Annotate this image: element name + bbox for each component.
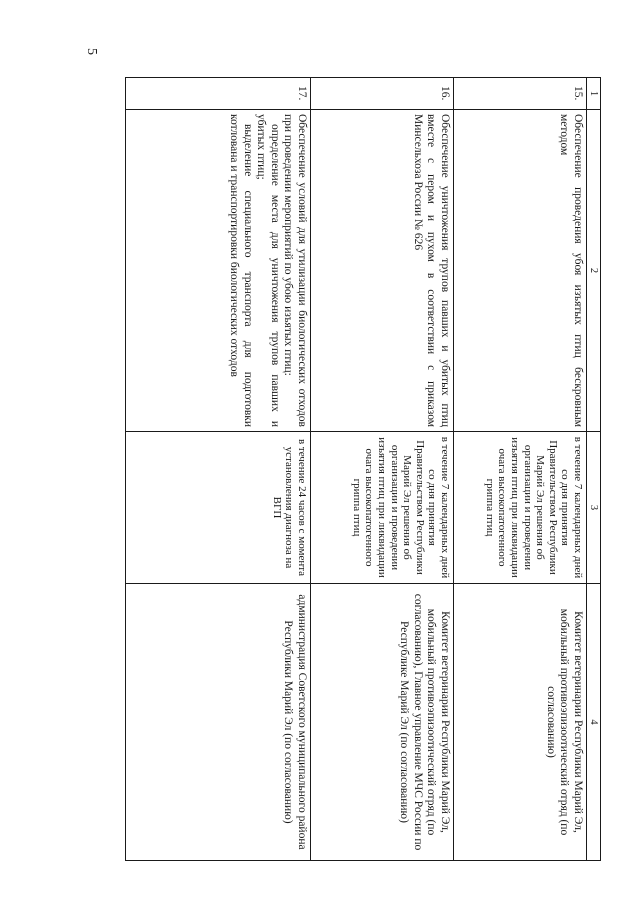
- action-cell: [311, 110, 454, 432]
- column-header-4: 4: [587, 584, 601, 861]
- column-header-1: 1: [587, 78, 601, 110]
- column-header-2: 2: [587, 110, 601, 432]
- column-header-3: 3: [587, 432, 601, 584]
- responsible-cell: Комитет ветеринарии Республики Марий Эл, мобильный противоэпизоотический отряд (по согласованию), Главное управление МЧС России по Республике Марий Эл (по согласованию): [311, 584, 454, 861]
- page-number: 5: [84, 48, 99, 55]
- action-text: Обеспечение условий для утилизации биологических отходов при проведении мероприятий по убою изъятых птиц:: [282, 114, 308, 427]
- table-row: [311, 78, 454, 861]
- action-cell: [454, 110, 587, 432]
- responsible-cell: администрация Советского муниципального района Республики Марий Эл (по согласованию): [126, 584, 311, 861]
- action-cell: [126, 110, 311, 432]
- action-text: Обеспечение уничтожения трупов павших и убитых птиц вместе с пером и пухом в соответствии с приказом Минсельхоза России № 626: [412, 114, 451, 427]
- table-row: [126, 78, 311, 861]
- action-text: Обеспечение проведения убоя изъятых птиц бескровным методом: [558, 114, 584, 427]
- action-text: выделение специального транспорта для подготовки котлована и транспортировки биологических отходов: [228, 114, 254, 427]
- deadline-cell: в течение 7 календарных дней со дня принятия Правительством Республики Марий Эл решения об организации и проведении изъятия птиц при ликвидации очага высокопатогенного гриппа птиц: [311, 432, 454, 584]
- rotated-page-content: [135, 77, 601, 860]
- row-number: 15.: [454, 78, 587, 110]
- row-number: 16.: [311, 78, 454, 110]
- row-number: 17.: [126, 78, 311, 110]
- measures-table: [125, 77, 601, 861]
- table-row: [454, 78, 587, 861]
- deadline-cell: в течение 24 часов с момента установления диагноза на ВГП: [126, 432, 311, 584]
- responsible-cell: Комитет ветеринарии Республики Марий Эл, мобильный противоэпизоотический отряд (по согласованию): [454, 584, 587, 861]
- action-text: определение места для уничтожения трупов павших и убитых птиц;: [255, 114, 281, 427]
- table-header-row: [587, 78, 601, 861]
- deadline-cell: в течение 7 календарных дней со дня принятия Правительством Республики Марий Эл решения об организации и проведении изъятия птиц при ликвидации очага высокопатогенного гриппа птиц: [454, 432, 587, 584]
